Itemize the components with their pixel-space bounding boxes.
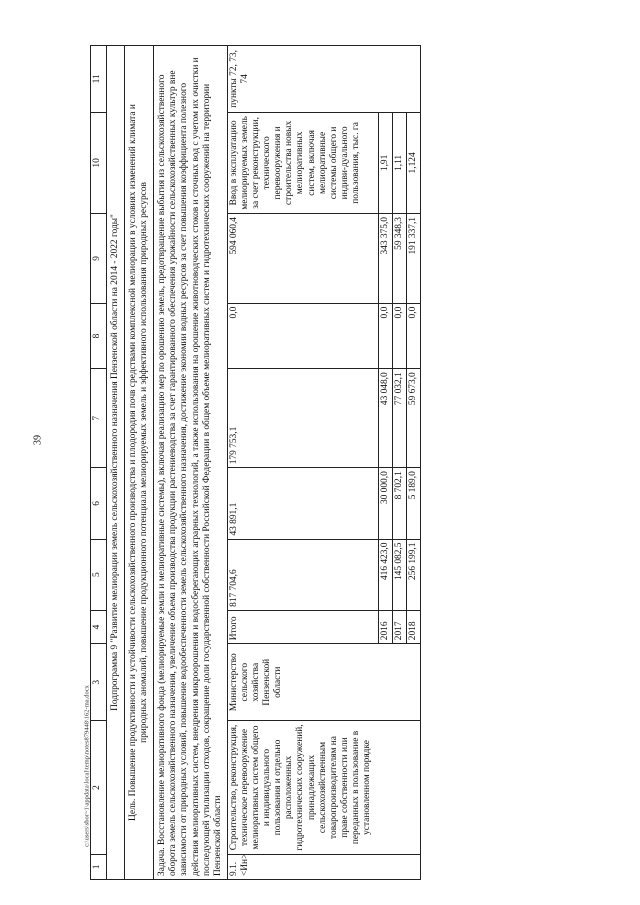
value-cell: 8 702,1 xyxy=(392,468,406,539)
value-cell: 1,91 xyxy=(378,112,392,213)
rotated-table-container xyxy=(90,45,605,880)
value-cell: 145 082,5 xyxy=(392,539,406,610)
program-table xyxy=(90,45,421,880)
value-cell: 343 375,0 xyxy=(378,214,392,304)
value-cell: 43 891,1 xyxy=(227,468,378,539)
value-cell: 43 048,0 xyxy=(378,369,392,468)
column-number: 6 xyxy=(91,468,107,539)
value-cell: 817 704,6 xyxy=(227,539,378,610)
goal-text: Цель. Повышение продуктивности и устойчивости сельскохозяйственного производства и плодородия почв средствами комплексной мелиорации в условиях изменений климата и природных аномалий, повышение продукционного потенциала мелиорируемых земель и эффективного использования природных ресурсов xyxy=(125,46,154,880)
column-number: 1 xyxy=(91,854,107,879)
page-number: 39 xyxy=(32,435,44,445)
value-cell: 594 060,4 xyxy=(227,214,378,304)
column-number: 9 xyxy=(91,214,107,304)
row-executor: Министерство сельского хозяйства Пензенской области xyxy=(227,644,420,721)
column-number: 5 xyxy=(91,539,107,610)
indicator-cell: Ввод в эксплуатацию мелиорируемых земель за счет реконструкции, технического перевооружения и строительства новых мелиоративных систем, включая мелиоративные системы общего и индиви-дуального пользования, тыс. га xyxy=(227,112,378,213)
value-cell: 0,0 xyxy=(392,303,406,369)
value-cell: 1,124 xyxy=(407,112,421,213)
column-number: 7 xyxy=(91,369,107,468)
column-number-row xyxy=(91,46,107,880)
year-cell: 2016 xyxy=(378,610,392,643)
footer-file-path: c:\users\sbor~1\appdata\local\temp\notes879448\162-ma.docx xyxy=(83,685,91,847)
value-cell: 5 189,0 xyxy=(407,468,421,539)
value-cell: 77 032,1 xyxy=(392,369,406,468)
column-number: 10 xyxy=(91,112,107,213)
column-number: 4 xyxy=(91,610,107,643)
value-cell: 0,0 xyxy=(227,303,378,369)
row-description: Строительство, реконструкция, техническое перевооружение мелиоративных систем общего и индивидуального пользования и отдельно расположенных гидротехнических сооружений, принадлежащих сельскохозяйственным товаропроизводителям на праве собственности или переданных в пользование в установленном порядке xyxy=(227,721,420,854)
year-cell: 2017 xyxy=(392,610,406,643)
row-number: 9.1. <Ин> xyxy=(227,854,420,879)
task-text: Задача. Восстановление мелиоративного фонда (мелиорируемые земли и мелиоративные системы), включая реализацию мер по орошению земель, предотвращение выбытия из сельскохозяйственного оборота земель сельскохозяйственного назначения, увеличение объема производства продукции растениеводства за счет гарантированного обеспечения урожайности сельскохозяйственных культур вне зависимости от природных условий, повышение водообеспеченности земель сельскохозяйственного назначения, достижение экономии водных ресурсов за счет повышения коэффициента полезного действия мелиоративных систем, внедрения микроорошения и водосберегающих аграрных технологий, а также использования на орошение животноводческих стоков и сточных вод с учетом их очистки и последующей утилизации отходов, сокращение доли государственной собственности Российской Федерации в общем объеме мелиоративных систем и гидротехнических сооружений на территории Пензенской области xyxy=(154,46,228,880)
value-cell: 179 753,1 xyxy=(227,369,378,468)
task-row xyxy=(154,46,228,880)
column-number: 8 xyxy=(91,303,107,369)
column-number: 3 xyxy=(91,644,107,721)
value-cell: 256 199,1 xyxy=(407,539,421,610)
value-cell: 30 000,0 xyxy=(378,468,392,539)
subprogram-row xyxy=(107,46,125,880)
value-cell: 59 348,3 xyxy=(392,214,406,304)
value-cell: 191 337,1 xyxy=(407,214,421,304)
value-cell: 0,0 xyxy=(407,303,421,369)
goal-row xyxy=(125,46,154,880)
value-cell: 59 673,0 xyxy=(407,369,421,468)
value-cell: 416 423,0 xyxy=(378,539,392,610)
column-number: 2 xyxy=(91,721,107,854)
column-number: 11 xyxy=(91,46,107,113)
points-cell: пункты 72, 73, 74 xyxy=(227,46,420,113)
subprogram-title: Подпрограмма 9 "Развитие мелиорации земель сельскохозяйственного назначения Пензенской области на 2014 - 2022 годы" xyxy=(107,46,125,880)
year-cell: Итого xyxy=(227,610,378,643)
year-cell: 2018 xyxy=(407,610,421,643)
value-cell: 0,0 xyxy=(378,303,392,369)
value-cell: 1,11 xyxy=(392,112,406,213)
table-row xyxy=(227,46,378,880)
